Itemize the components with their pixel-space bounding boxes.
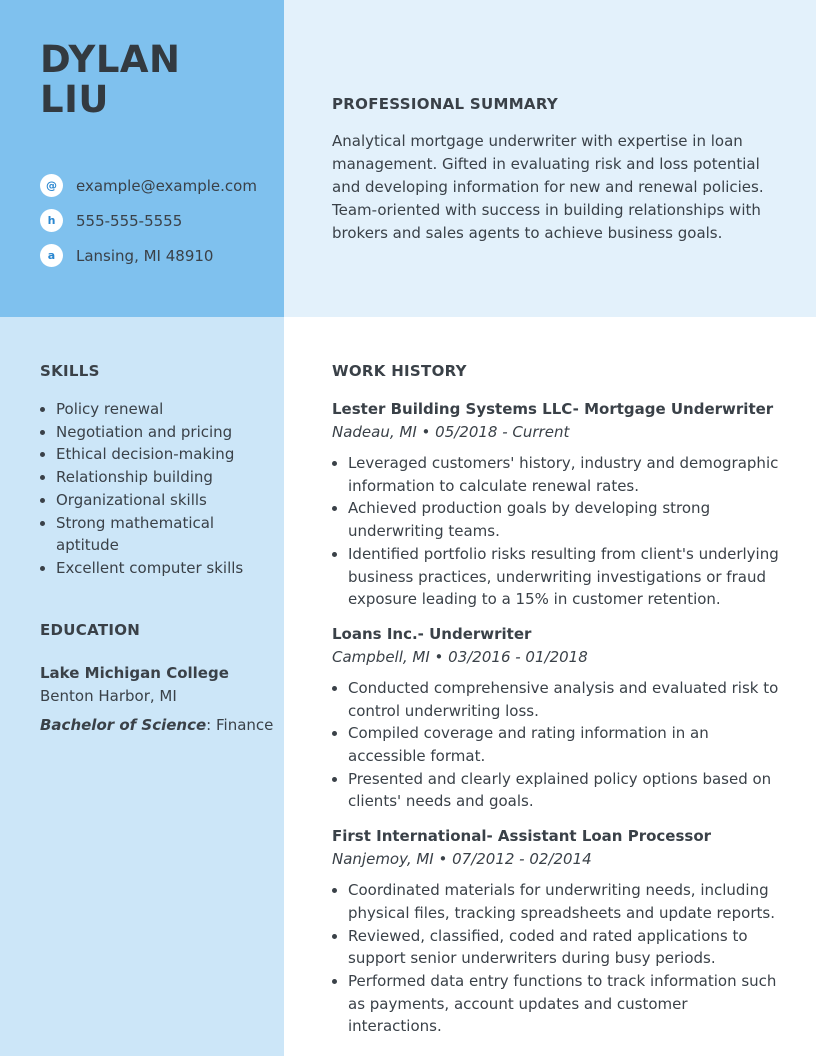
work-history-section xyxy=(332,362,782,1038)
address-text: Lansing, MI 48910 xyxy=(76,246,214,265)
job-meta: Campbell, MI • 03/2016 - 01/2018 xyxy=(332,647,588,666)
skill-item: • Negotiation and pricing xyxy=(56,421,270,444)
job-heading: Loans Inc.- Underwriter xyxy=(332,624,532,643)
job-meta: Nanjemoy, MI • 07/2012 - 02/2014 xyxy=(332,850,592,869)
professional-summary-section xyxy=(332,95,772,245)
education-section xyxy=(40,621,280,737)
job-bullets xyxy=(332,677,782,813)
skills-title: SKILLS xyxy=(40,362,100,380)
degree-line xyxy=(40,714,280,737)
contact-phone xyxy=(40,203,280,238)
school-name: Lake Michigan College xyxy=(40,664,229,682)
phone-icon: h xyxy=(40,209,63,232)
skills-section xyxy=(40,362,270,580)
work-title: WORK HISTORY xyxy=(332,362,467,380)
contact-info xyxy=(40,168,280,273)
contact-address xyxy=(40,238,280,273)
job-entry xyxy=(332,825,782,1038)
first-name: DYLAN xyxy=(40,38,181,81)
contact-email xyxy=(40,168,280,203)
job-bullets xyxy=(332,879,782,1038)
job-entry xyxy=(332,398,782,611)
job-bullet: • Presented and clearly explained policy options based on clients' needs and goals. xyxy=(348,768,782,813)
skill-item: • Strong mathematical aptitude xyxy=(56,512,270,557)
summary-title: PROFESSIONAL SUMMARY xyxy=(332,95,559,113)
address-icon: a xyxy=(40,244,63,267)
degree-name: Bachelor of Science xyxy=(40,716,207,734)
skill-item: • Ethical decision-making xyxy=(56,443,270,466)
job-bullet: • Coordinated materials for underwriting needs, including physical files, tracking spreadsheets and update reports. xyxy=(348,879,782,924)
skill-item: • Organizational skills xyxy=(56,489,270,512)
phone-text: 555-555-5555 xyxy=(76,211,183,230)
summary-text: Analytical mortgage underwriter with expertise in loan management. Gifted in evaluating risk and loss potential and developing information for new and renewal policies. Team-oriented with success in building relationships with brokers and sales agents to achieve business goals. xyxy=(332,132,764,242)
job-entry xyxy=(332,623,782,813)
job-bullet: • Reviewed, classified, coded and rated applications to support senior underwriters during busy periods. xyxy=(348,925,782,970)
email-text: example@example.com xyxy=(76,176,257,195)
skills-list xyxy=(40,398,270,580)
job-bullet: • Performed data entry functions to track information such as payments, account updates and customer interactions. xyxy=(348,970,782,1038)
job-heading: Lester Building Systems LLC- Mortgage Underwriter xyxy=(332,400,774,418)
job-meta: Nadeau, MI • 05/2018 - Current xyxy=(332,423,570,441)
job-bullet: • Identified portfolio risks resulting from client's underlying business practices, underwriting investigations or fraud exposure leading to a 15% in customer retention. xyxy=(348,543,782,611)
candidate-name xyxy=(40,40,181,120)
email-icon: @ xyxy=(40,174,63,197)
skill-item: • Excellent computer skills xyxy=(56,557,270,580)
education-title: EDUCATION xyxy=(40,621,141,639)
job-bullet: • Leveraged customers' history, industry and demographic information to calculate renewal rates. xyxy=(348,452,782,497)
job-bullet: • Conducted comprehensive analysis and evaluated risk to control underwriting loss. xyxy=(348,677,782,722)
job-bullets xyxy=(332,452,782,611)
job-bullet: • Achieved production goals by developing strong underwriting teams. xyxy=(348,497,782,542)
job-bullet: • Compiled coverage and rating information in an accessible format. xyxy=(348,722,782,767)
skill-item: • Policy renewal xyxy=(56,398,270,421)
skill-item: • Relationship building xyxy=(56,466,270,489)
last-name: LIU xyxy=(40,78,109,121)
school-location: Benton Harbor, MI xyxy=(40,687,177,705)
degree-field: : Finance xyxy=(206,716,274,734)
job-heading: First International- Assistant Loan Processor xyxy=(332,827,712,846)
